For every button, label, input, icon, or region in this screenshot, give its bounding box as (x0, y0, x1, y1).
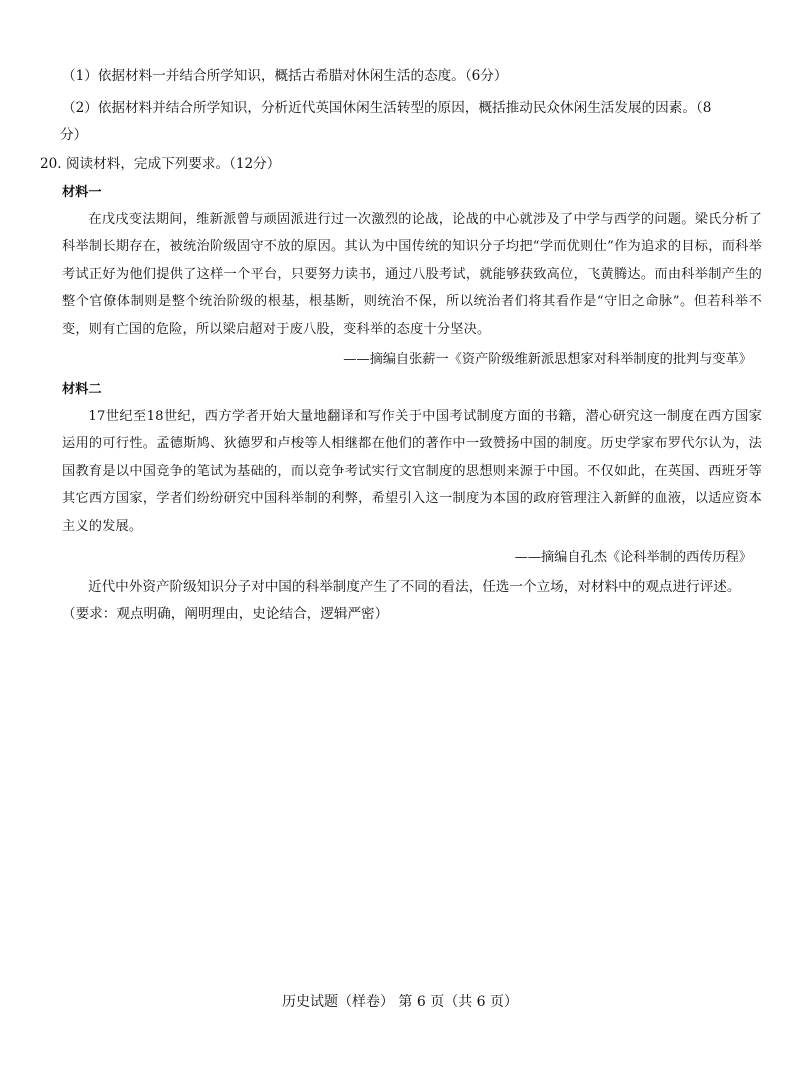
page-footer: 历史试题（样卷） 第 6 页（共 6 页） (281, 994, 519, 1010)
question-20-heading: 20. 阅读材料，完成下列要求。（12分） (40, 156, 281, 172)
material-2-text: 17世纪至18世纪，西方学者开始大量地翻译和写作关于中国考试制度方面的书籍，潜心研究这一制度在西方国家运用的可行性。孟德斯鸠、狄德罗和卢梭等人相继都在他们的著作中一致赞扬中国的制度。历史学家布罗代尔认为，法国教育是以中国竞争的笔试为基础的，而以竞争考试实行文官制度的思想则来源于中国。不仅如此，在英国、西班牙等其它西方国家，学者们纷纷研究中国科举制的利弊，希望引入这一制度为本国的政府管理注入新鲜的血液，以适应资本主义的发展。 (62, 409, 762, 534)
material-2-title: 材料二 (62, 382, 102, 397)
question-19-part-1: （1）依据材料一并结合所学知识，概括古希腊对休闲生活的态度。（6分） (62, 68, 508, 84)
requirement-criteria: （要求：观点明确，阐明理由，史论结合，逻辑严密） (62, 606, 389, 622)
material-1-title: 材料一 (62, 185, 102, 200)
requirement-prompt: 近代中外资产阶级知识分子对中国的科举制度产生了不同的看法，任选一个立场，对材料中的观点进行评述。 (88, 579, 741, 595)
material-1-source: ——摘编自张薪一《资产阶级维新派思想家对科举制度的批判与变革》 (343, 352, 752, 367)
question-19-part-2-line-2: 分） (60, 127, 88, 143)
question-19-part-2-line-1: （2）依据材料并结合所学知识，分析近代英国休闲生活转型的原因，概括推动民众休闲生活发展的因素。（8 (62, 100, 712, 116)
requirement-block (62, 574, 762, 628)
material-2-source: ——摘编自孔杰《论科举制的西传历程》 (514, 550, 752, 565)
material-1-text: 在戊戌变法期间，维新派曾与顽固派进行过一次激烈的论战，论战的中心就涉及了中学与西学的问题。梁氏分析了科举制长期存在，被统治阶级固守不放的原因。其认为中国传统的知识分子均把“学而优则仕”作为追求的目标，而科举考试正好为他们提供了这样一个平台，只要努力读书，通过八股考试，就能够获致高位，飞黄腾达。而由科举制产生的整个官僚体制则是整个统治阶级的根基，根基断，则统治不保，所以统治者们将其看作是“守旧之命脉”。但若科举不变，则有亡国的危险，所以梁启超对于废八股，变科举的态度十分坚决。 (62, 212, 762, 337)
